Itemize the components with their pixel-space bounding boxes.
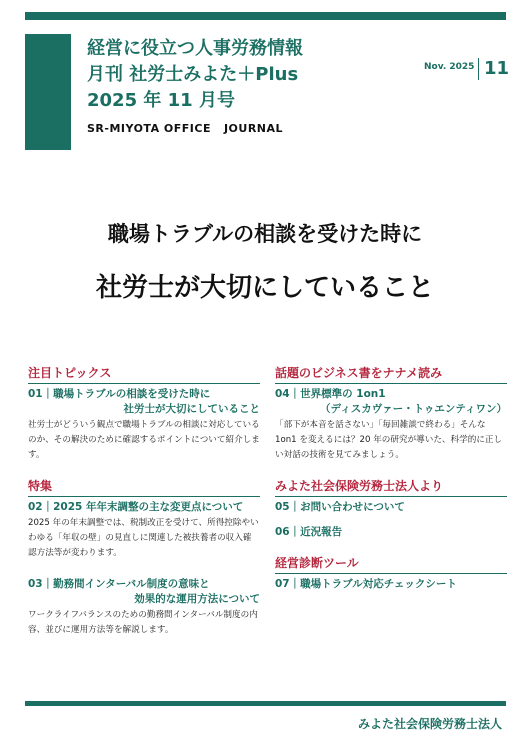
item-title-line-1: 03｜勤務間インターバル制度の意味と <box>28 578 210 590</box>
item-description: 「部下が本音を話さない」「毎回雑談で終わる」そんな 1on1 を変えるには？20 年の研究が導いた、科学的に正しい対話の技術を見てみましょう。 <box>275 420 503 460</box>
item-title-line-2: 効果的な運用方法について <box>134 593 260 605</box>
masthead-tagline: 経営に役立つ人事労務情報 <box>87 38 303 59</box>
item-title-line-2: （ディスカヴァー・トゥエンティワン） <box>320 403 507 415</box>
contents-item-02 <box>28 500 260 561</box>
contents-left-column <box>28 364 260 652</box>
section-topics <box>28 364 260 463</box>
section-title: 話題のビジネス書をナナメ読み <box>275 364 507 384</box>
masthead-bar <box>25 34 71 150</box>
item-title: 06｜近況報告 <box>275 526 343 538</box>
section-title: 経営診断ツール <box>275 554 507 574</box>
section-title: 注目トピックス <box>28 364 260 384</box>
item-title <box>28 387 260 417</box>
bottom-rule <box>25 701 506 706</box>
contents-item-01 <box>28 387 260 463</box>
publication-title: 月刊 社労士みよた＋Plus <box>87 64 299 85</box>
issue-divider <box>478 58 479 80</box>
section-from-office <box>275 477 507 540</box>
contents-item-03 <box>28 577 260 638</box>
section-diagnostic-tool <box>275 554 507 592</box>
section-business-books <box>275 364 507 463</box>
section-title: みよた社会保険労務士法人より <box>275 477 507 497</box>
contents-item-06 <box>275 525 507 540</box>
item-title: 05｜お問い合わせについて <box>275 501 405 513</box>
issue-title: 2025 年 11 月号 <box>87 90 235 111</box>
contents-right-column <box>275 364 507 606</box>
journal-name: SR-MIYOTA OFFICE JOURNAL <box>87 122 284 135</box>
item-title: 07｜職場トラブル対応チェックシート <box>275 578 457 590</box>
item-title <box>275 387 507 417</box>
masthead-titles <box>87 36 303 135</box>
item-description: ワークライフバランスのための勤務間インターバル制度の内容、並びに運用方法等を解説します。 <box>28 610 258 635</box>
section-feature <box>28 477 260 638</box>
contents-item-04 <box>275 387 507 463</box>
footer-organization: みよた社会保険労務士法人 <box>357 717 502 731</box>
item-description: 2025 年の年末調整では、税制改正を受けて、所得控除やいわゆる「年収の壁」の見直しに関連した被扶養者の収入確認方法等が変わります。 <box>28 518 259 558</box>
headline-line-1: 職場トラブルの相談を受けた時に <box>107 222 423 246</box>
item-title-line-1: 01｜職場トラブルの相談を受けた時に <box>28 388 211 400</box>
top-rule <box>25 12 506 20</box>
item-title-line-1: 02｜2025 年年末調整の主な変更点について <box>28 501 244 513</box>
masthead <box>25 34 420 150</box>
contents-item-05 <box>275 500 507 515</box>
contents-item-07 <box>275 577 507 592</box>
item-title <box>28 577 260 607</box>
item-description: 社労士がどういう観点で職場トラブルの相談に対応しているのか、その解決のために確認するポイントについて紹介します。 <box>28 420 260 460</box>
item-title-line-1: 04｜世界標準の 1on1 <box>275 388 386 400</box>
headline-line-2: 社労士が大切にしていること <box>95 273 434 303</box>
item-title-line-2: 社労士が大切にしていること <box>123 403 260 415</box>
item-title <box>28 500 260 515</box>
issue-number: 11 <box>484 58 510 79</box>
section-title: 特集 <box>28 477 260 497</box>
issue-date: Nov. 2025 <box>424 62 475 72</box>
